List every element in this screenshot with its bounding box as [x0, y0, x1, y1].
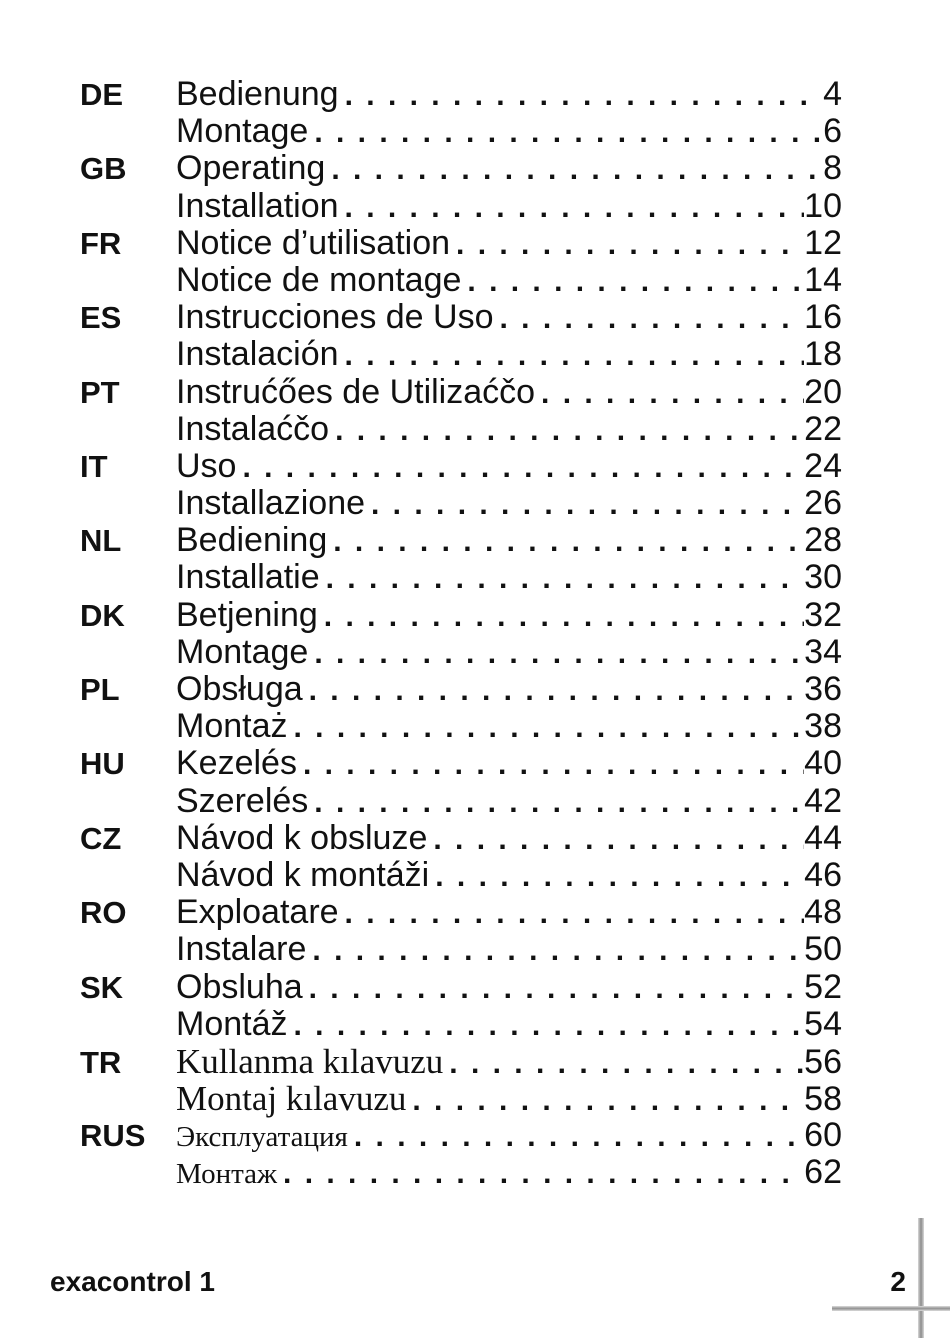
dot-leader: [294, 709, 805, 746]
toc-row-dk-operating[interactable]: [80, 597, 842, 634]
dot-leader: [303, 746, 804, 783]
toc-row-pl-installation[interactable]: [80, 708, 842, 745]
section-title: Szerelés: [176, 781, 309, 820]
dot-leader: [541, 375, 804, 412]
page-number: 50: [804, 930, 842, 969]
dot-leader: [433, 821, 804, 858]
page-number: 12: [804, 223, 842, 262]
section-title: Bedienung: [176, 75, 339, 113]
page-number: 34: [804, 632, 842, 671]
toc-row-it-operating[interactable]: [80, 448, 842, 485]
section-title: Instrućőes de Utilizaćčo: [176, 372, 536, 411]
page-number: 38: [804, 707, 842, 746]
toc-row-fr-operating[interactable]: [80, 225, 842, 262]
section-title: Instalación: [176, 335, 339, 374]
toc-row-dk-installation[interactable]: [80, 634, 842, 671]
page-number: 18: [804, 335, 842, 374]
dot-leader: [412, 1082, 804, 1119]
page-number: 42: [804, 781, 842, 820]
page-number: 10: [804, 186, 842, 225]
section-title: Notice d’utilisation: [176, 223, 451, 262]
section-title: Návod k obsluze: [176, 818, 428, 857]
page-number: 26: [804, 484, 842, 523]
page-number: 4: [823, 75, 842, 113]
page-number: 60: [804, 1116, 842, 1155]
section-title: Kezelés: [176, 744, 297, 783]
language-code: NL: [80, 523, 122, 559]
page-number: 58: [804, 1080, 842, 1119]
crop-mark-vertical: [918, 1218, 924, 1338]
page-number: 22: [804, 409, 842, 448]
language-code: CZ: [80, 820, 122, 856]
section-title: Montáž: [176, 1004, 288, 1043]
page-number: 20: [804, 372, 842, 411]
toc-row-nl-installation[interactable]: [80, 559, 842, 596]
dot-leader: [435, 858, 804, 895]
table-of-contents: [80, 76, 842, 1192]
dot-leader: [354, 1118, 804, 1155]
section-title: Montaj kılavuzu: [176, 1079, 407, 1119]
dot-leader: [326, 560, 805, 597]
page-number: 24: [804, 446, 842, 485]
dot-leader: [312, 932, 804, 969]
section-title: Kullanma kılavuzu: [176, 1041, 444, 1081]
footer-page-number: 2: [890, 1266, 906, 1297]
toc-row-hu-installation[interactable]: [80, 783, 842, 820]
dot-leader: [345, 337, 805, 374]
language-code: DK: [80, 597, 125, 633]
toc-row-gb-operating[interactable]: [80, 150, 842, 187]
section-title: Installatie: [176, 558, 320, 597]
toc-row-sk-installation[interactable]: [80, 1006, 842, 1043]
dot-leader: [314, 114, 822, 151]
toc-row-cz-operating[interactable]: [80, 820, 842, 857]
section-title: Эксплуатация: [176, 1121, 348, 1154]
toc-row-pt-operating[interactable]: [80, 374, 842, 411]
product-name: exacontrol 1: [50, 1266, 215, 1297]
dot-leader: [331, 151, 822, 188]
dot-leader: [242, 449, 804, 486]
toc-row-fr-installation[interactable]: [80, 262, 842, 299]
page-number: 14: [804, 260, 842, 299]
section-title: Bediening: [176, 521, 328, 560]
section-title: Montage: [176, 632, 309, 671]
page-number: 56: [804, 1042, 842, 1081]
language-code: ES: [80, 300, 122, 336]
dot-leader: [283, 1155, 804, 1192]
section-title: Betjening: [176, 595, 318, 634]
section-title: Návod k montáži: [176, 855, 430, 894]
page-number: 52: [804, 967, 842, 1006]
dot-leader: [345, 189, 805, 226]
toc-row-nl-operating[interactable]: [80, 522, 842, 559]
dot-leader: [500, 300, 805, 337]
toc-row-gb-installation[interactable]: [80, 188, 842, 225]
toc-row-pt-installation[interactable]: [80, 411, 842, 448]
toc-row-ro-installation[interactable]: [80, 931, 842, 968]
toc-row-it-installation[interactable]: [80, 485, 842, 522]
toc-row-es-operating[interactable]: [80, 299, 842, 336]
section-title: Obsługa: [176, 670, 303, 708]
language-code: FR: [80, 225, 122, 261]
section-title: Operating: [176, 149, 326, 188]
dot-leader: [324, 598, 804, 635]
language-code: GB: [80, 151, 127, 187]
language-code: RO: [80, 895, 127, 931]
dot-leader: [449, 1045, 804, 1082]
toc-row-de-operating[interactable]: [80, 76, 842, 113]
toc-row-pl-operating[interactable]: [80, 671, 842, 708]
page-number: 48: [804, 893, 842, 932]
section-title: Uso: [176, 446, 237, 485]
page-number: 44: [804, 818, 842, 857]
page-number: 16: [804, 298, 842, 337]
toc-row-es-installation[interactable]: [80, 336, 842, 373]
dot-leader: [345, 895, 805, 932]
language-code: DE: [80, 77, 124, 112]
language-code: SK: [80, 969, 124, 1005]
page-number: 46: [804, 855, 842, 894]
dot-leader: [333, 523, 804, 560]
page-number: 30: [804, 558, 842, 597]
dot-leader: [294, 1007, 805, 1044]
section-title: Montage: [176, 112, 309, 151]
section-title: Montaż: [176, 707, 288, 746]
toc-row-tr-installation[interactable]: [80, 1080, 842, 1117]
dot-leader: [314, 635, 804, 672]
toc-row-rus-operating[interactable]: [80, 1117, 842, 1154]
crop-mark-horizontal: [832, 1306, 950, 1311]
language-code: PT: [80, 374, 120, 410]
toc-row-rus-installation[interactable]: [80, 1154, 842, 1191]
section-title: Installazione: [176, 484, 366, 523]
toc-row-de-installation[interactable]: [80, 113, 842, 150]
section-title: Instrucciones de Uso: [176, 298, 494, 337]
dot-leader: [314, 784, 804, 821]
language-code: IT: [80, 448, 108, 484]
page-number: 54: [804, 1004, 842, 1043]
page-number: 62: [804, 1153, 842, 1192]
page-number: 40: [804, 744, 842, 783]
dot-leader: [371, 486, 804, 523]
section-title: Obsluha: [176, 967, 303, 1006]
page-number: 6: [823, 112, 842, 151]
dot-leader: [456, 226, 804, 263]
section-title: Instalare: [176, 930, 307, 969]
dot-leader: [309, 970, 805, 1007]
language-code: PL: [80, 672, 120, 707]
page-number: 32: [804, 595, 842, 634]
page-number: 8: [823, 149, 842, 188]
dot-leader: [335, 412, 804, 449]
page-number: 36: [804, 670, 842, 708]
section-title: Notice de montage: [176, 260, 462, 299]
language-code: HU: [80, 746, 125, 782]
toc-row-sk-operating[interactable]: [80, 969, 842, 1006]
dot-leader: [345, 77, 822, 114]
toc-row-tr-operating[interactable]: [80, 1043, 842, 1080]
toc-row-hu-operating[interactable]: [80, 745, 842, 782]
dot-leader: [309, 672, 805, 709]
language-code: RUS: [80, 1118, 146, 1154]
language-code: TR: [80, 1044, 122, 1080]
section-title: Instalaćčo: [176, 409, 330, 448]
toc-row-ro-operating[interactable]: [80, 894, 842, 931]
section-title: Installation: [176, 186, 339, 225]
page-number: 28: [804, 521, 842, 560]
dot-leader: [467, 263, 804, 300]
section-title: Exploatare: [176, 893, 339, 932]
section-title: Монтаж: [176, 1158, 278, 1191]
toc-row-cz-installation[interactable]: [80, 857, 842, 894]
